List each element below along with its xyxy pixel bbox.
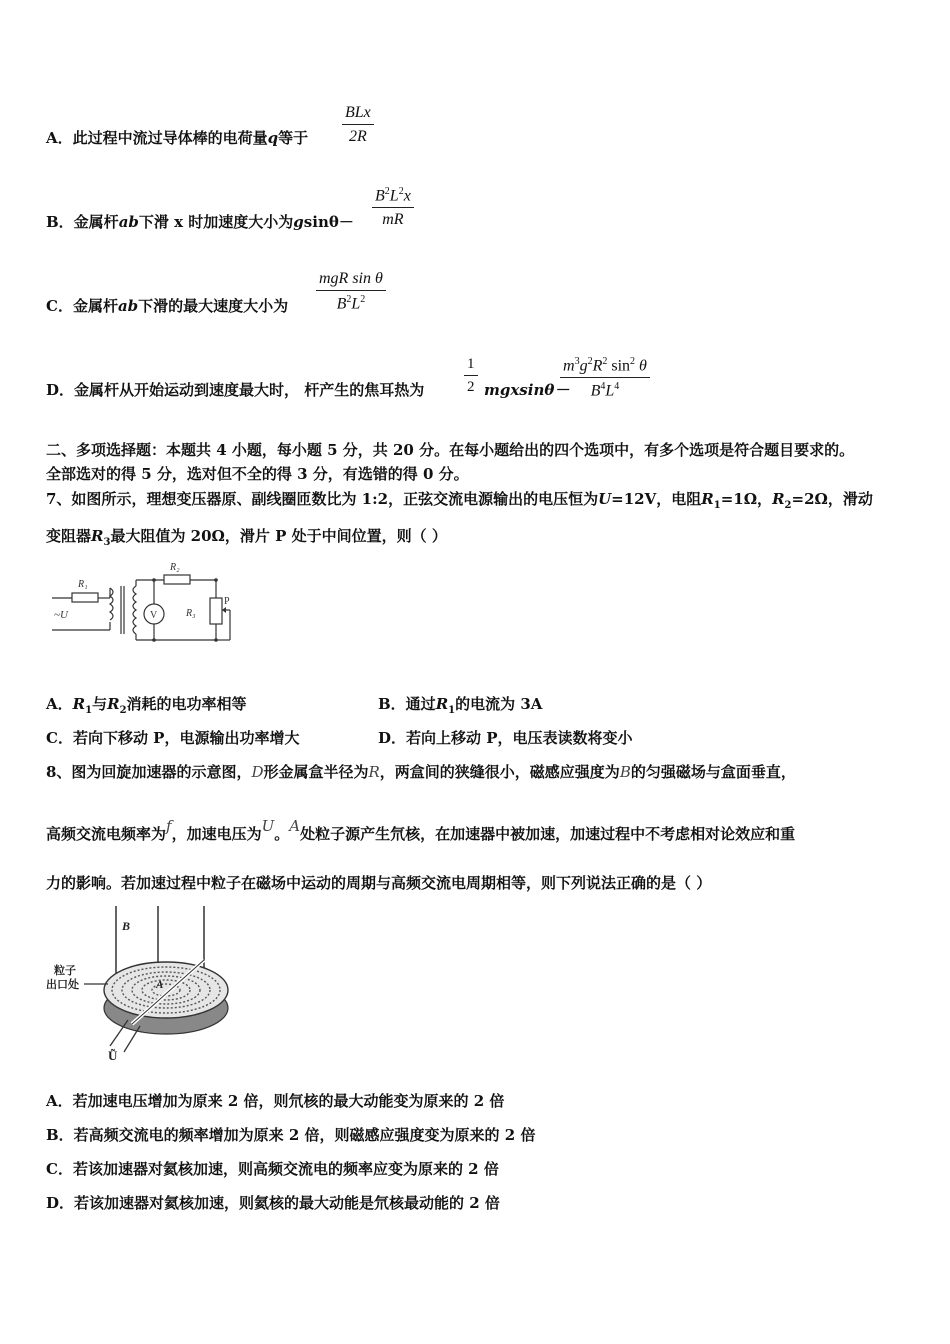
label-voltage-u: Ũ xyxy=(108,1048,118,1063)
label-source-u: ~U xyxy=(54,609,68,621)
q6-option-b-mid: 下滑 x 时加速度大小为 xyxy=(138,213,294,231)
q6-option-d-mid xyxy=(484,380,569,400)
q7-option-a: A．$R_1$与$R_2$消耗的电功率相等 xyxy=(46,695,247,716)
q6-option-a-suffix: 等于 xyxy=(278,129,309,147)
q8-option-c: C．若该加速器对氦核加速，则高频交流电的频率应变为原来的 2 倍 xyxy=(46,1160,499,1178)
label-r1: R₁ xyxy=(78,579,88,590)
frac-numerator: 1 xyxy=(464,356,478,376)
q8-option-d: D．若该加速器对氦核加速，则氦核的最大动能是氘核最动能的 2 倍 xyxy=(46,1194,500,1212)
var-g: g xyxy=(293,213,304,231)
frac-denominator: 2R xyxy=(349,128,367,145)
fraction-m3g2r2sin2-b4l4 xyxy=(560,356,650,401)
fraction-blx-2r xyxy=(342,104,374,146)
frac-numerator: BLx xyxy=(342,104,374,125)
fraction-mgrsin-b2l2 xyxy=(316,270,386,313)
label-exit-2: 出口处 xyxy=(46,978,79,991)
var-ab: ab xyxy=(118,213,139,231)
frac-numerator: mgR sin θ xyxy=(316,270,386,291)
voltmeter-label: V xyxy=(150,610,158,621)
q6-option-a xyxy=(46,128,308,148)
q7-stem-line2: 变阻器$R_3$最大阻值为 20Ω，滑片 P 处于中间位置，则（ ） xyxy=(46,527,447,548)
frac-denominator: mR xyxy=(382,211,404,229)
section2-line2: 全部选对的得 5 分，选对但不全的得 3 分，有选错的得 0 分。 xyxy=(46,465,469,483)
label-slider-p: P xyxy=(224,596,230,607)
var-q: q xyxy=(267,129,279,147)
q8-stem-line2: 高频交流电频率为f，加速电压为U。A处粒子源产生氘核，在加速器中被加速，加速过程中不考虑相对论效应和重 xyxy=(46,817,796,843)
transformer-circuit-diagram xyxy=(44,560,244,652)
frac-numerator: $m^3g^2R^2$ $\sin^2 \theta$ xyxy=(560,356,650,378)
sin-theta-minus: sinθ－ xyxy=(303,213,354,231)
q8-option-a: A．若加速电压增加为原来 2 倍，则氘核的最大动能变为原来的 2 倍 xyxy=(46,1092,505,1110)
label-b-field: B xyxy=(122,919,131,933)
fraction-half xyxy=(464,356,478,396)
q6-option-d xyxy=(46,380,424,400)
fraction-b2l2x-mr xyxy=(372,186,414,229)
section2-line1: 二、多项选择题：本题共 4 小题，每小题 5 分，共 20 分。在每小题给出的四个选项中，有多个选项是符合题目要求的。 xyxy=(46,441,855,459)
frac-denominator: $B^2L^2$ xyxy=(336,294,366,313)
frac-denominator: 2 xyxy=(467,379,475,395)
label-exit-1: 粒子 xyxy=(54,964,76,977)
q7-option-d: D．若向上移动 P，电压表读数将变小 xyxy=(378,729,633,747)
q6-option-c-suffix: 下滑的最大速度大小为 xyxy=(138,297,289,315)
q6-option-c xyxy=(46,296,288,316)
frac-denominator: $B^4L^4$ xyxy=(590,381,620,400)
frac-numerator: $B^2L^2x$ xyxy=(372,186,414,208)
q6-option-b xyxy=(46,212,354,232)
var-ab: ab xyxy=(117,297,139,315)
q6-option-b-text: B．金属杆 xyxy=(46,213,119,231)
q6-option-d-text: D．金属杆从开始运动到速度最大时， 杆产生的焦耳热为 xyxy=(46,381,425,399)
label-r2: R₂ xyxy=(170,562,180,573)
q8-stem-line3: 力的影响。若加速过程中粒子在磁场中运动的周期与高频交流电周期相等，则下列说法正确的是（ ） xyxy=(46,874,712,892)
q6-option-a-text: A．此过程中流过导体棒的电荷量 xyxy=(46,129,268,147)
q6-option-c-text: C．金属杆 xyxy=(46,297,118,315)
mgxsin-minus: mgxsinθ－ xyxy=(484,381,570,399)
q7-option-c: C．若向下移动 P，电源输出功率增大 xyxy=(46,729,300,747)
label-r3: R₃ xyxy=(186,608,196,619)
q8-option-b: B．若高频交流电的频率增加为原来 2 倍，则磁感应强度变为原来的 2 倍 xyxy=(46,1126,536,1144)
q7-option-b: B．通过$R_1$的电流为 3A xyxy=(378,695,543,716)
cyclotron-diagram xyxy=(44,904,234,1064)
q7-stem-line1: 7、如图所示，理想变压器原、副线圈匝数比为 1:2，正弦交流电源输出的电压恒为U=12V，电阻$R_1=1\Omega$，$R_2=2\Omega$，滑动 xyxy=(46,490,873,511)
q8-stem-line1: 8、图为回旋加速器的示意图，D形金属盒半径为R，两盒间的狭缝很小，磁感应强度为B的匀强磁场与盒面垂直， xyxy=(46,763,796,781)
label-source-a: A xyxy=(156,979,164,991)
